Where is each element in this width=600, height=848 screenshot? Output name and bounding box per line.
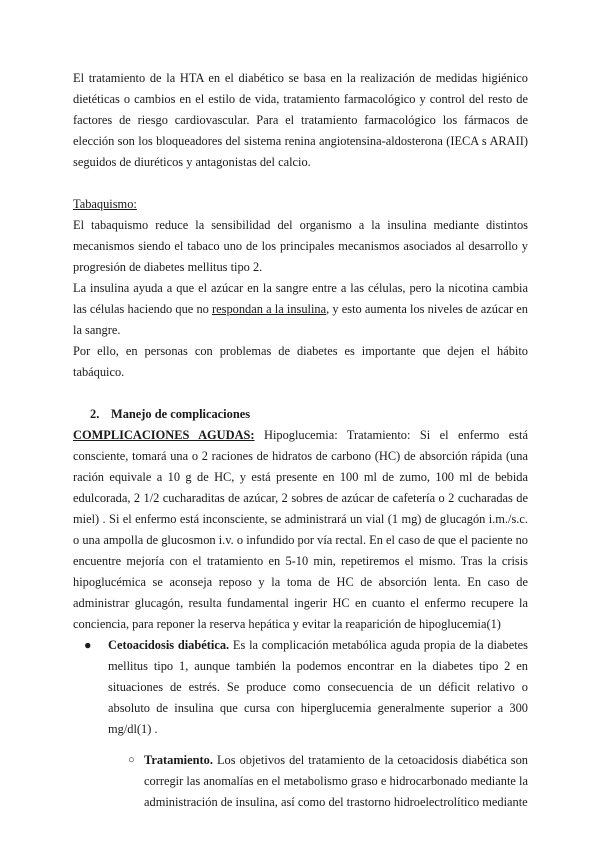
tratamiento-label: Tratamiento. (144, 753, 213, 767)
section-heading-complicaciones (90, 404, 528, 425)
bullet-icon: ● (84, 638, 92, 652)
cetoacidosis-label: Cetoacidosis diabética. (108, 638, 230, 652)
list-item-cetoacidosis (73, 635, 528, 740)
complicaciones-agudas-text: Hipoglucemia: Tratamiento: Si el enfermo está consciente, tomará una o 2 raciones de hidratos de carbono (HC) de absorción rápida (una ración equivale a 10 g de HC, y está presente en 100 ml de zumo, 100 ml de bebida edulcorada, 2 1/2 cucharaditas de azúcar, 2 sobres de azúcar de cafetería o 2 cucharadas de miel) . Si el enfermo está inconsciente, se administrará un vial (1 mg) de glucagón i.m./s.c. o una ampolla de glucosmon i.v. o infundido por vía rectal. En el caso de que el paciente no encuentre mejoría con el tratamiento en 5-10 min, repetiremos el mismo. Tras la crisis hipoglucémica se aconseja reposo y la toma de HC de absorción lenta. En caso de administrar glucagón, resulta fundamental ingerir HC en cuanto el enfermo recupere la conciencia, para reponer la reserva hepática y evitar la reaparición de hipoglucemia(1) (73, 428, 528, 631)
paragraph-tabaquismo-3: Por ello, en personas con problemas de diabetes es importante que dejen el hábito tabáquico. (73, 344, 528, 379)
spacer (73, 173, 528, 194)
document-body (73, 68, 528, 813)
cetoacidosis-paragraph (108, 635, 528, 740)
paragraph-hta-treatment: El tratamiento de la HTA en el diabético se basa en la realización de medidas higiénico dietéticas o cambios en el estilo de vida, tratamiento farmacológico y control del resto de factores de riesgo cardiovascular. Para el tratamiento farmacológico los fármacos de elección son los bloqueadores del sistema renina angiotensina-aldosterona (IECA s ARAII) seguidos de diuréticos y antagonistas del calcio. (73, 71, 528, 169)
spacer (73, 383, 528, 404)
text-segment: La insulina ayuda a que el azúcar en la sangre entre a las células, pero la nicotina cambia las células haciendo que no (73, 281, 528, 316)
tratamiento-text: Los objetivos del tratamiento de la cetoacidosis diabética son corregir las anomalías en el metabolismo graso e hidrocarbonado mediante la administración de insulina, así como del trastorno hidroelectrolítico mediante (144, 753, 528, 809)
paragraph-tabaquismo-2 (73, 278, 528, 341)
section-title: Manejo de complicaciones (111, 407, 251, 421)
tratamiento-paragraph (144, 750, 528, 813)
text-segment: , y esto aumenta los niveles de azúcar en la sangre. (73, 302, 528, 337)
cetoacidosis-text: Es la complicación metabólica aguda propia de la diabetes mellitus tipo 1, aunque también la podemos encontrar en la diabetes tipo 2 en situaciones de estrés. Se produce como consecuencia de un déficit relativo o absoluto de insulina que cursa con hiperglucemia generalmente superior a 300 mg/dl(1) . (108, 638, 528, 736)
complicaciones-agudas-label: COMPLICACIONES AGUDAS: (73, 428, 255, 442)
hollow-bullet-icon: ○ (128, 754, 135, 766)
section-number: 2. (90, 407, 100, 421)
paragraph-tabaquismo-1: El tabaquismo reduce la sensibilidad del organismo a la insulina mediante distintos mecanismos siendo el tabaco uno de los principales mecanismos asociados al desarrollo y progresión de diabetes mellitus tipo 2. (73, 218, 528, 274)
paragraph-complicaciones-agudas (73, 425, 528, 635)
heading-tabaquismo: Tabaquismo: (73, 197, 137, 211)
spacer (73, 740, 528, 750)
list-item-tratamiento (73, 750, 528, 813)
insulina-underlined-text: respondan a la insulina (212, 302, 327, 316)
